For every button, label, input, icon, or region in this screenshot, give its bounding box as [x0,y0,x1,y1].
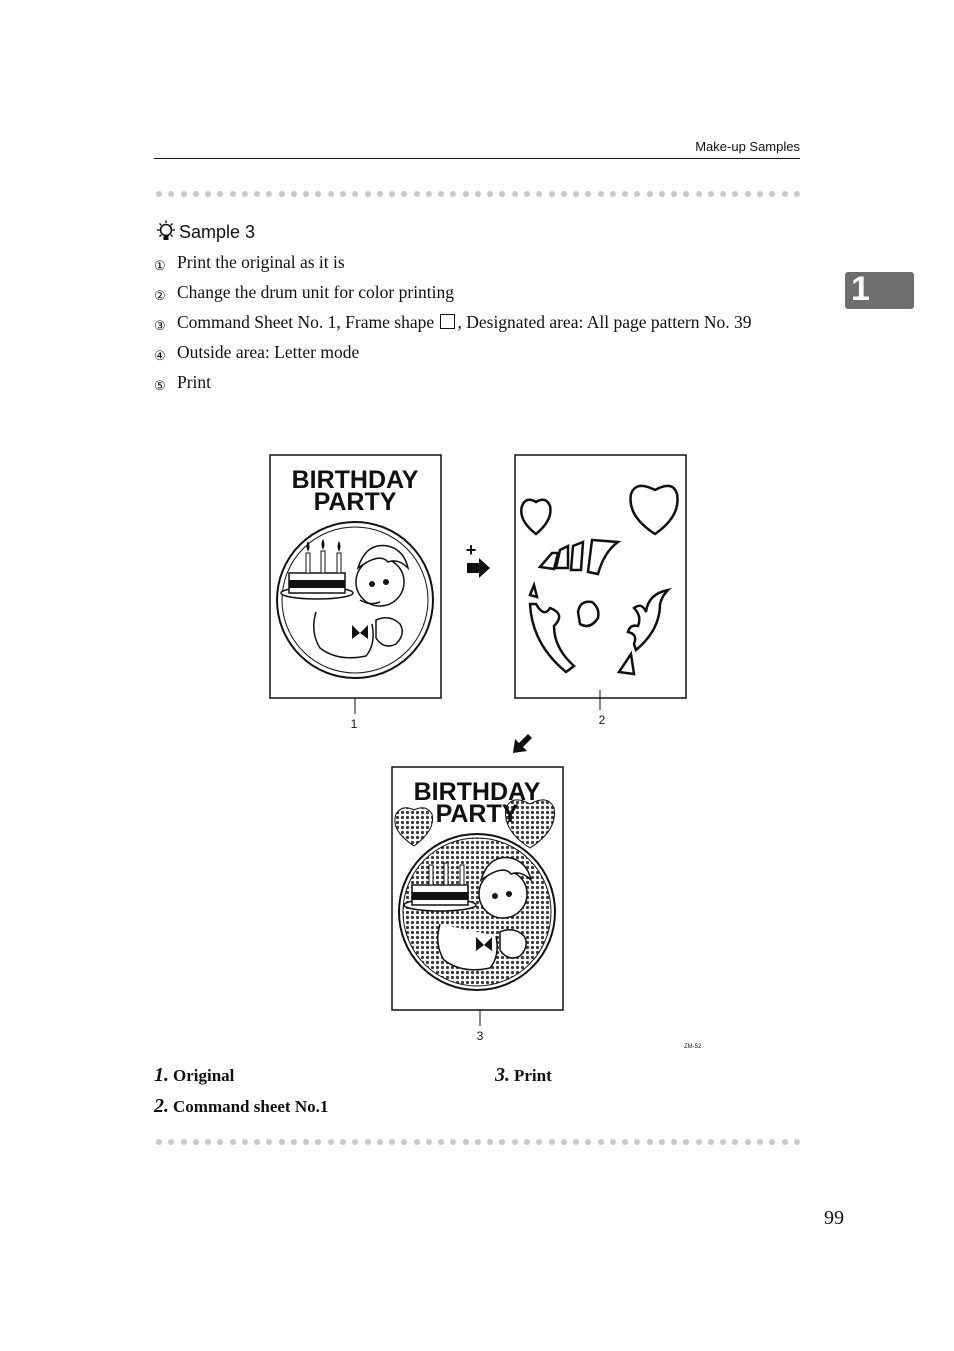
separator-dot [328,1139,334,1145]
separator-dot [720,1139,726,1145]
separator-dot [757,1139,763,1145]
arrow-down-left-icon [513,734,532,753]
print-title-line1: BIRTHDAY [413,778,541,806]
poster-title-line1: BIRTHDAY [291,466,419,494]
separator-dot [536,1139,542,1145]
separator-dot [181,1139,187,1145]
step-text-part: Command Sheet No. 1, Frame shape [177,312,435,332]
separator-dot [389,1139,395,1145]
separator-dot [156,1139,162,1145]
separator-dot [291,1139,297,1145]
original-sheet [270,455,441,731]
separator-dot [573,1139,579,1145]
step-number: ④ [154,348,166,363]
page-number: 99 [824,1207,844,1229]
separator-dot [401,1139,407,1145]
step-number: ③ [154,318,166,333]
caption-command-sheet [154,1095,328,1118]
poster-title-line2: PARTY [313,488,397,516]
birthday-boy-illustration [277,522,433,678]
separator-dot [732,1139,738,1145]
separator-dot [745,1139,751,1145]
step-number: ① [154,258,166,273]
header-section-title: Make-up Samples [695,139,800,154]
caption-label: Command sheet No.1 [173,1097,329,1116]
caption-label: Print [514,1066,552,1085]
step-number: ⑤ [154,378,166,393]
step-number: ② [154,288,166,303]
separator-dot [438,1139,444,1145]
plus-symbol: + [465,540,477,560]
step-text: Change the drum unit for color printing [177,282,455,302]
step-text-part: , Designated area: All page pattern No. 39 [457,312,752,332]
caption-number: 3. [495,1064,510,1086]
separator-dot [340,1139,346,1145]
step-text: Print the original as it is [177,252,345,272]
separator-dot [168,1139,174,1145]
separator-dot [696,1139,702,1145]
separator-dot [426,1139,432,1145]
separator-dot [463,1139,469,1145]
separator-dot [512,1139,518,1145]
separator-dot [303,1139,309,1145]
separator-dot [499,1139,505,1145]
figure-code: ZM-52 [684,1044,702,1050]
separator-dot [230,1139,236,1145]
step-text: Outside area: Letter mode [177,342,360,362]
separator-dot [622,1139,628,1145]
separator-dot [634,1139,640,1145]
arrow-right-icon [467,558,490,578]
separator-dot [193,1139,199,1145]
caption-print [495,1064,552,1087]
separator-dot [769,1139,775,1145]
separator-dot [279,1139,285,1145]
separator-dot [266,1139,272,1145]
caption-number: 2. [154,1095,169,1117]
separator-dot [585,1139,591,1145]
separator-dot [242,1139,248,1145]
separator-dot [315,1139,321,1145]
callout-1: 1 [350,717,358,731]
separator-dot [352,1139,358,1145]
separator-dot [683,1139,689,1145]
separator-dot [450,1139,456,1145]
separator-dot [217,1139,223,1145]
separator-dot [377,1139,383,1145]
separator-dot [365,1139,371,1145]
print-illustration [399,834,555,990]
print-result-sheet [392,767,563,1043]
caption-number: 1. [154,1064,169,1086]
callout-2: 2 [598,713,606,727]
separator-dot [524,1139,530,1145]
command-sheet [515,455,686,727]
sample-title: Sample 3 [179,221,256,242]
separator-dot [414,1139,420,1145]
bottom-dotted-separator [156,1139,800,1147]
separator-dot [647,1139,653,1145]
separator-dot [549,1139,555,1145]
separator-dot [794,1139,800,1145]
separator-dot [659,1139,665,1145]
chapter-number: 1 [851,270,870,308]
separator-dot [782,1139,788,1145]
print-title-line2: PARTY [435,800,519,828]
separator-dot [487,1139,493,1145]
separator-dot [254,1139,260,1145]
separator-dot [561,1139,567,1145]
separator-dot [708,1139,714,1145]
separator-dot [205,1139,211,1145]
caption-label: Original [173,1066,235,1085]
separator-dot [671,1139,677,1145]
separator-dot [610,1139,616,1145]
callout-3: 3 [476,1029,484,1043]
caption-original [154,1064,234,1087]
separator-dot [475,1139,481,1145]
separator-dot [598,1139,604,1145]
step-text: Print [177,372,212,392]
